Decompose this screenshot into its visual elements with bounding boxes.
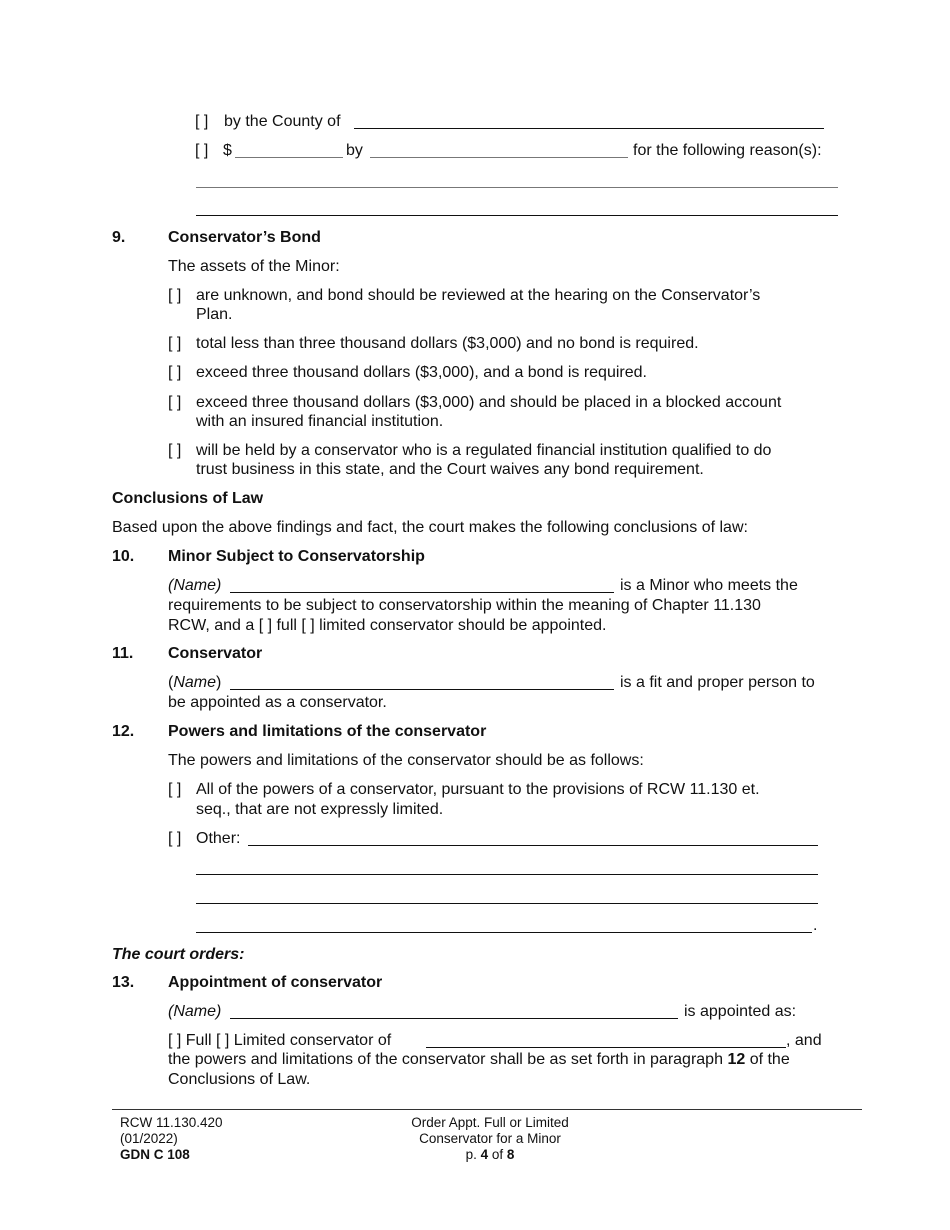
footer-rule <box>112 1109 862 1110</box>
section-11-name-label <box>168 673 221 693</box>
section-11-line-2: be appointed as a conservator. <box>168 694 387 711</box>
section-11-name-open: ( <box>168 674 174 691</box>
section-10-number: 10. <box>112 548 135 565</box>
powers-all-text-cont: seq., that are not expressly limited. <box>196 801 444 818</box>
section-13-line-3: Conclusions of Law. <box>168 1071 311 1088</box>
conclusions-intro: Based upon the above findings and fact, the court makes the following conclusions of law: <box>112 519 748 536</box>
section-9-title: Conservator’s Bond <box>168 229 321 246</box>
minor-name-field[interactable] <box>230 592 614 593</box>
powers-other-checkbox[interactable]: [ ] <box>168 830 182 847</box>
bond-option-1-text: are unknown, and bond should be reviewed at the hearing on the Conservator’s <box>196 287 761 304</box>
footer-date: (01/2022) <box>120 1131 178 1146</box>
bond-option-4-checkbox[interactable]: [ ] <box>168 394 182 411</box>
powers-other-field-3[interactable] <box>196 903 818 904</box>
reason-line-1[interactable] <box>196 187 838 188</box>
footer-form-number: GDN C 108 <box>120 1147 190 1162</box>
section-11-number: 11. <box>112 645 134 662</box>
section-11-name-word: Name <box>173 674 217 691</box>
conservator-name-field[interactable] <box>230 689 614 690</box>
amount-reason-label: for the following reason(s): <box>633 142 822 159</box>
bond-option-1-checkbox[interactable]: [ ] <box>168 287 182 304</box>
section-9-number: 9. <box>112 229 126 246</box>
bond-option-1-text-cont: Plan. <box>196 306 233 323</box>
section-11-name-close: ) <box>216 674 222 691</box>
county-checkbox[interactable]: [ ] <box>195 113 209 130</box>
section-12-number: 12. <box>112 723 135 740</box>
powers-other-field-2[interactable] <box>196 874 818 875</box>
section-13-type-options[interactable]: [ ] Full [ ] Limited conservator of <box>168 1032 392 1049</box>
bond-option-2-text: total less than three thousand dollars ($3,000) and no bond is required. <box>196 335 699 352</box>
section-11-tail: is a fit and proper person to <box>620 674 815 691</box>
footer-title-1: Order Appt. Full or Limited <box>411 1115 569 1130</box>
footer-page-number: 4 <box>480 1147 489 1162</box>
section-13-line-2-pre: the powers and limitations of the conservator shall be as set forth in paragraph <box>168 1051 723 1068</box>
amount-field[interactable] <box>235 157 343 158</box>
powers-all-text: All of the powers of a conservator, pursuant to the provisions of RCW 11.130 et. <box>196 781 760 798</box>
minor-of-field[interactable] <box>426 1047 786 1048</box>
bond-option-5-text: will be held by a conservator who is a regulated financial institution qualified to do <box>196 442 772 459</box>
county-field[interactable] <box>354 128 824 129</box>
footer-page-pre: p. <box>465 1147 477 1162</box>
amount-checkbox[interactable]: [ ] <box>195 142 209 159</box>
footer-page-total: 8 <box>506 1147 515 1162</box>
bond-option-5-checkbox[interactable]: [ ] <box>168 442 182 459</box>
conclusions-heading: Conclusions of Law <box>112 490 264 507</box>
powers-other-field-4[interactable] <box>196 932 812 933</box>
court-orders-heading: The court orders: <box>112 946 245 963</box>
bond-option-2-checkbox[interactable]: [ ] <box>168 335 182 352</box>
bond-option-3-text: exceed three thousand dollars ($3,000), and a bond is required. <box>196 364 647 381</box>
powers-other-field-1[interactable] <box>248 845 818 846</box>
section-10-line-2: requirements to be subject to conservatorship within the meaning of Chapter 11.130 <box>168 597 761 614</box>
bond-option-4-text: exceed three thousand dollars ($3,000) and should be placed in a blocked account <box>196 394 782 411</box>
county-label: by the County of <box>224 113 341 130</box>
footer-page-of: of <box>491 1147 504 1162</box>
section-13-appointed: is appointed as: <box>684 1003 797 1020</box>
footer-title-2: Conservator for a Minor <box>419 1131 561 1146</box>
powers-other-period: . <box>813 917 818 934</box>
section-10-name-label: (Name) <box>168 577 222 594</box>
footer-rcw: RCW 11.130.420 <box>120 1115 223 1130</box>
section-10-tail: is a Minor who meets the <box>620 577 798 594</box>
section-12-intro: The powers and limitations of the conservator should be as follows: <box>168 752 644 769</box>
section-11-title: Conservator <box>168 645 263 662</box>
section-13-line-2 <box>168 1050 790 1070</box>
section-13-line-2-post: of the <box>749 1051 790 1068</box>
bond-option-3-checkbox[interactable]: [ ] <box>168 364 182 381</box>
section-13-number: 13. <box>112 974 135 991</box>
section-12-title: Powers and limitations of the conservator <box>168 723 487 740</box>
bond-option-5-text-cont: trust business in this state, and the Court waives any bond requirement. <box>196 461 704 478</box>
section-13-title: Appointment of conservator <box>168 974 383 991</box>
bond-option-4-text-cont: with an insured financial institution. <box>196 413 444 430</box>
section-9-intro: The assets of the Minor: <box>168 258 340 275</box>
section-10-title: Minor Subject to Conservatorship <box>168 548 425 565</box>
section-13-paragraph-ref: 12 <box>727 1051 746 1068</box>
reason-line-2[interactable] <box>196 215 838 216</box>
powers-other-label: Other: <box>196 830 241 847</box>
section-13-name-label: (Name) <box>168 1003 222 1020</box>
amount-payer-field[interactable] <box>370 157 628 158</box>
footer-page <box>380 1147 600 1163</box>
appointee-name-field[interactable] <box>230 1018 678 1019</box>
section-10-line-3: RCW, and a [ ] full [ ] limited conservator should be appointed. <box>168 617 607 634</box>
amount-by-label: by <box>346 142 363 159</box>
powers-all-checkbox[interactable]: [ ] <box>168 781 182 798</box>
amount-dollar-sign: $ <box>223 142 232 159</box>
section-13-and: , and <box>786 1032 822 1049</box>
